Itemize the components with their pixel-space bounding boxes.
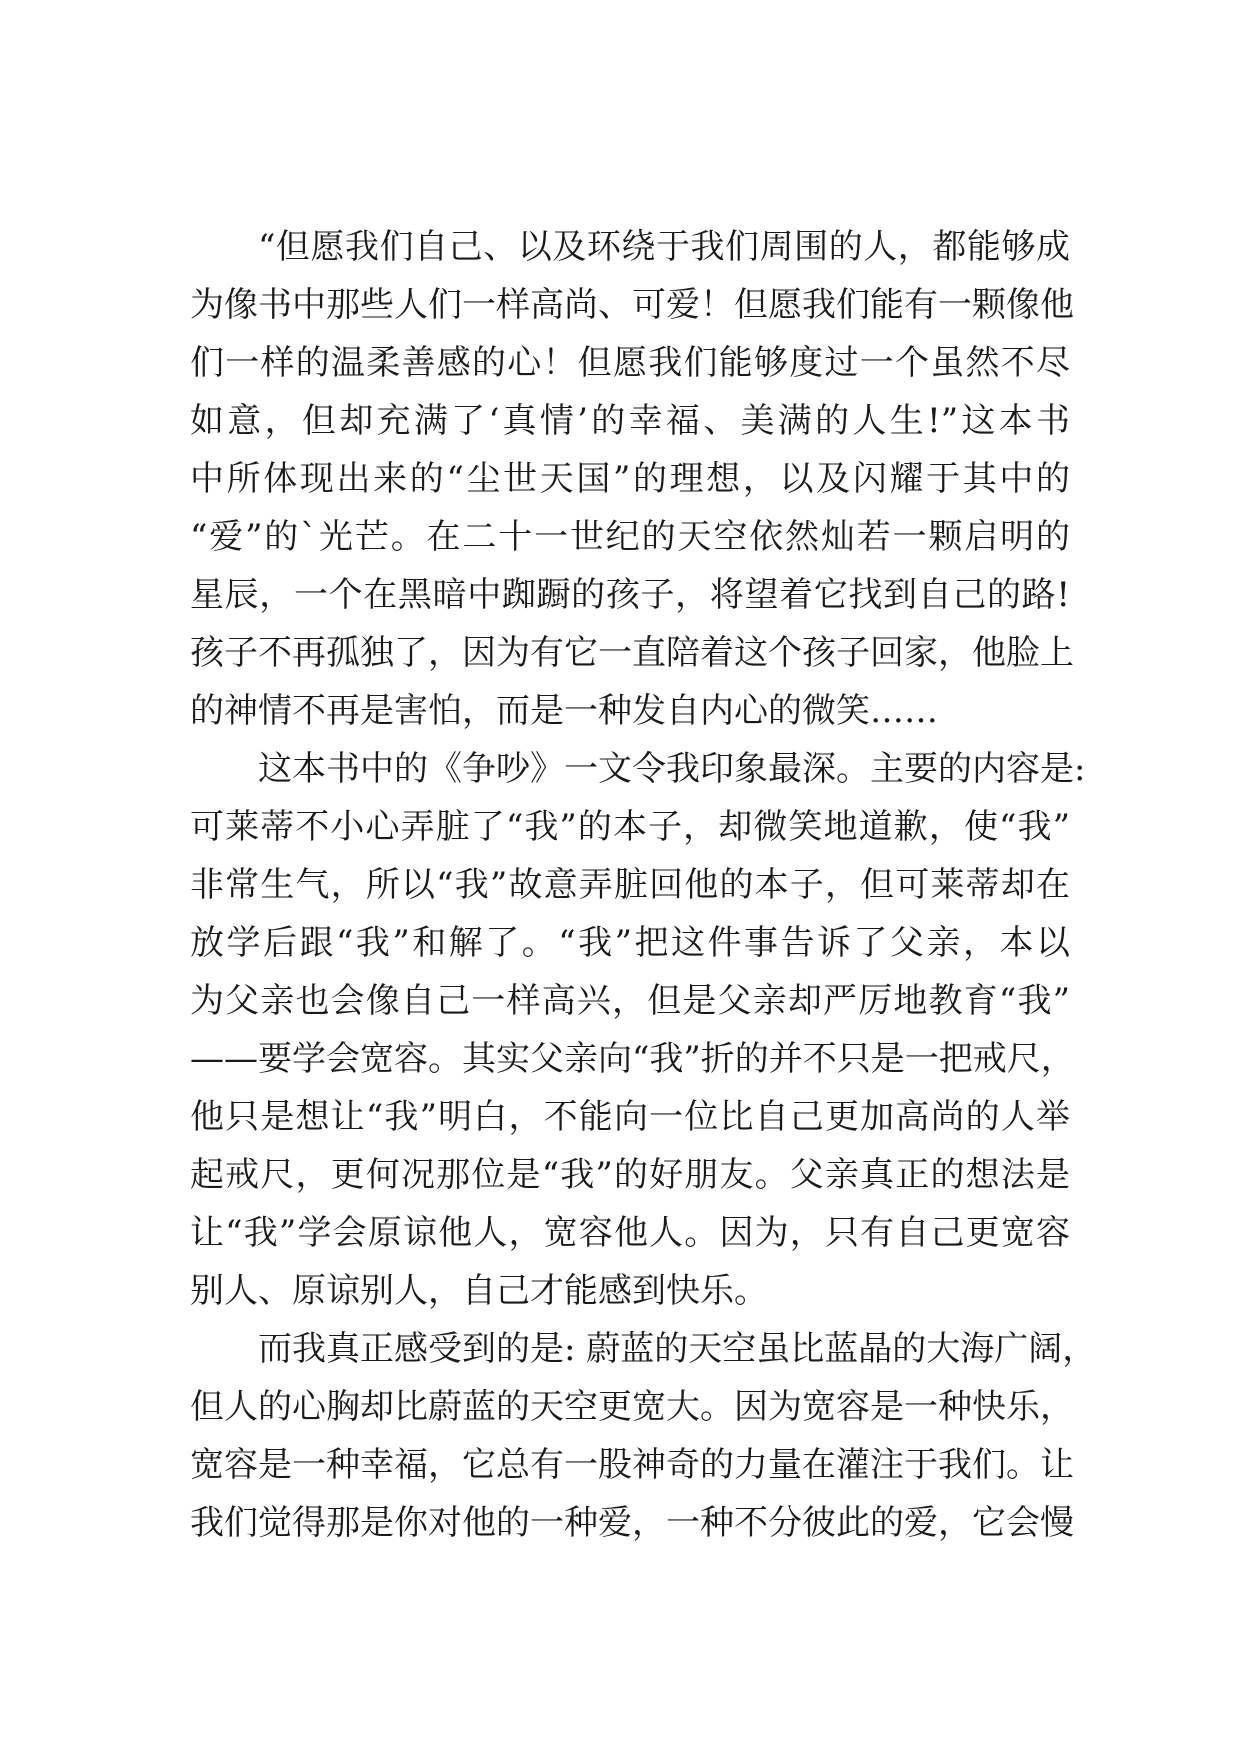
- text-line: 而我真正感受到的是: 蔚蓝的天空虽比蓝晶的大海广阔，: [258, 1329, 1097, 1369]
- text-line: 为像书中那些人们一样高尚、可爱！但愿我们能有一颗像他: [190, 285, 1074, 325]
- text-line: 如意，但却充满了‘真情’的幸福、美满的人生!”这本书: [190, 401, 1070, 441]
- text-line: 的神情不再是害怕，而是一种发自内心的微笑……: [190, 691, 938, 731]
- text-line: 非常生气，所以“我”故意弄脏回他的本子，但可莱蒂却在: [190, 865, 1070, 905]
- text-line: 宽容是一种幸福，它总有一股神奇的力量在灌注于我们。让: [190, 1445, 1074, 1485]
- text-line: 星辰，一个在黑暗中踟蹰的孩子，将望着它找到自己的路!: [190, 575, 1070, 615]
- document-body: [190, 218, 1097, 1552]
- text-line: 为父亲也会像自己一样高兴，但是父亲却严厉地教育“我”: [190, 981, 1070, 1021]
- paragraph-2: [190, 740, 1086, 1320]
- text-line: 他只是想让“我”明白，不能向一位比自己更加高尚的人举: [190, 1097, 1070, 1137]
- text-line: ——要学会宽容。其实父亲向“我”折的并不只是一把戒尺，: [190, 1039, 1075, 1079]
- paragraph-1: [190, 218, 1074, 740]
- text-line: 别人、原谅别人，自己才能感到快乐。: [190, 1271, 768, 1311]
- text-line: 中所体现出来的“尘世天国”的理想，以及闪耀于其中的: [190, 459, 1070, 499]
- paragraph-3: [190, 1320, 1097, 1552]
- text-line: 让“我”学会原谅他人，宽容他人。因为，只有自己更宽容: [190, 1213, 1070, 1253]
- text-line: 们一样的温柔善感的心！但愿我们能够度过一个虽然不尽: [190, 343, 1070, 383]
- text-line: 这本书中的《争吵》一文令我印象最深。主要的内容是:: [258, 749, 1086, 789]
- text-line: 可莱蒂不小心弄脏了“我”的本子，却微笑地道歉，使“我”: [190, 807, 1070, 847]
- text-line: 起戒尺，更何况那位是“我”的好朋友。父亲真正的想法是: [190, 1155, 1070, 1195]
- text-line: 我们觉得那是你对他的一种爱，一种不分彼此的爱，它会慢: [190, 1503, 1074, 1543]
- text-line: 孩子不再孤独了，因为有它一直陪着这个孩子回家，他脸上: [190, 633, 1074, 673]
- text-line: 但人的心胸却比蔚蓝的天空更宽大。因为宽容是一种快乐，: [190, 1387, 1074, 1427]
- text-line: “但愿我们自己、以及环绕于我们周围的人，都能够成: [258, 227, 1070, 267]
- text-line: 放学后跟“我”和解了。“我”把这件事告诉了父亲，本以: [190, 923, 1070, 963]
- text-line: “爱”的`光芒。在二十一世纪的天空依然灿若一颗启明的: [190, 517, 1070, 557]
